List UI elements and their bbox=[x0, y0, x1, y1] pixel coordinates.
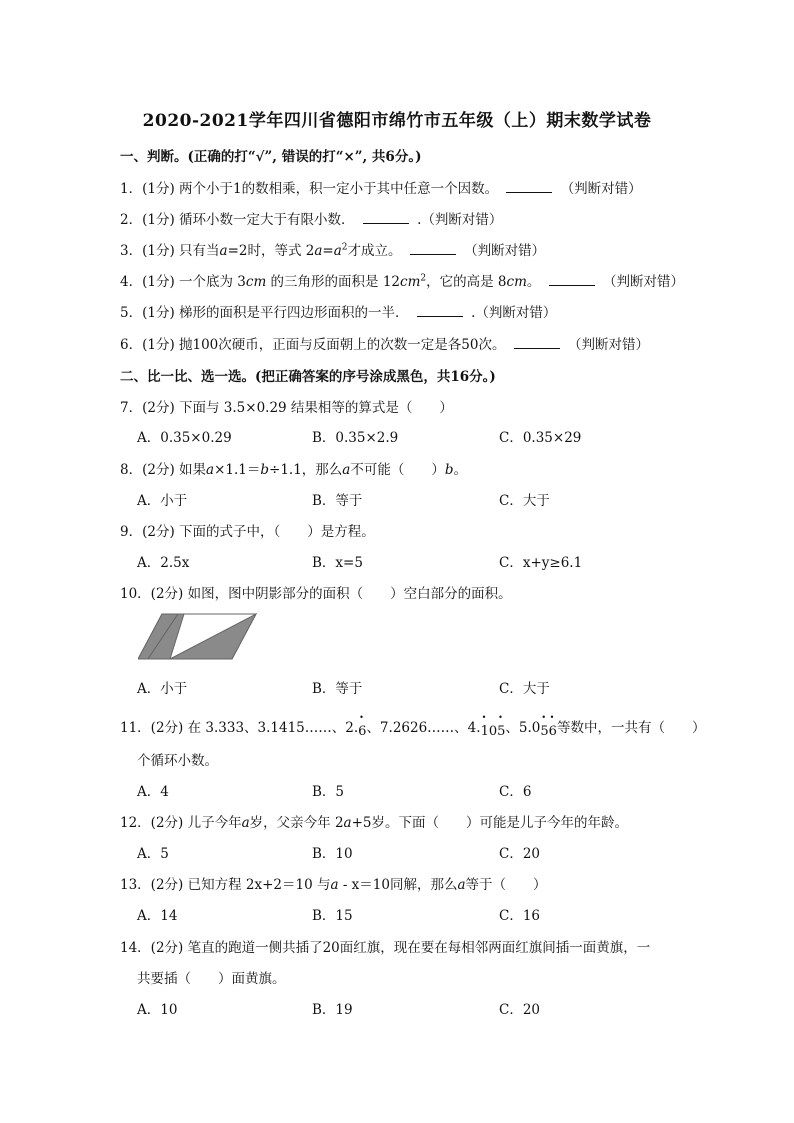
section-1-heading: 一、判断。(正确的打“√”, 错误的打“×”, 共6分。) bbox=[120, 149, 422, 165]
answer-blank[interactable] bbox=[514, 336, 560, 349]
question-9: 9．(2分) 下面的式子中，（ ）是方程。 bbox=[120, 524, 375, 540]
question-13: 13．(2分) 已知方程 2x+2＝10 与a - x＝10同解，那么a等于（ ） bbox=[120, 877, 547, 893]
option-a[interactable]: A．小于 bbox=[137, 493, 188, 509]
option-c[interactable]: C．20 bbox=[499, 1002, 541, 1018]
question-7: 7．(2分) 下面与 3.5×0.29 结果相等的算式是（ ） bbox=[120, 400, 453, 416]
question-1: 1．(1分) 两个小于1的数相乘，积一定小于其中任意一个因数。 （判断对错） bbox=[120, 181, 642, 197]
option-c[interactable]: C．16 bbox=[499, 908, 541, 924]
question-4: 4．(1分) 一个底为 3cm 的三角形的面积是 $12cm^2$，它的高是 8cm。 （判断对错） bbox=[120, 273, 684, 290]
option-a[interactable]: A．10 bbox=[137, 1002, 178, 1018]
option-b[interactable]: B．等于 bbox=[312, 681, 363, 697]
question-2: 2．(1分) 循环小数一定大于有限小数． .（判断对错） bbox=[120, 212, 503, 228]
option-b[interactable]: B．19 bbox=[312, 1002, 353, 1018]
option-c[interactable]: C．x+y≥6.1 bbox=[499, 555, 583, 571]
option-c[interactable]: C．大于 bbox=[499, 493, 550, 509]
option-a[interactable]: A．4 bbox=[137, 784, 169, 800]
question-5: 5．(1分) 梯形的面积是平行四边形面积的一半． .（判断对错） bbox=[120, 305, 557, 321]
page-title: 2020-2021学年四川省德阳市绵竹市五年级（上）期末数学试卷 bbox=[142, 111, 652, 131]
option-c[interactable]: C．0.35×29 bbox=[499, 430, 582, 446]
answer-blank[interactable] bbox=[410, 242, 456, 255]
option-a[interactable]: A．5 bbox=[137, 846, 169, 862]
option-a[interactable]: A．14 bbox=[137, 908, 178, 924]
option-c[interactable]: C．大于 bbox=[499, 681, 550, 697]
question-14: 14．(2分) 笔直的跑道一侧共插了20面红旗，现在要在每相邻两面红旗间插一面黄旗，一 bbox=[120, 940, 651, 956]
option-c[interactable]: C．6 bbox=[499, 784, 532, 800]
answer-blank[interactable] bbox=[506, 180, 552, 193]
answer-blank[interactable] bbox=[363, 211, 409, 224]
option-c[interactable]: C．20 bbox=[499, 846, 541, 862]
question-6: 6．(1分) 抛100次硬币，正面与反面朝上的次数一定是各50次。 （判断对错） bbox=[120, 337, 650, 353]
question-14-cont: 共要插（ ）面黄旗。 bbox=[137, 971, 286, 987]
question-11-cont: 个循环小数。 bbox=[137, 753, 218, 769]
option-b[interactable]: B．15 bbox=[312, 908, 353, 924]
answer-blank[interactable] bbox=[549, 273, 595, 286]
question-10: 10．(2分) 如图，图中阴影部分的面积（ ）空白部分的面积。 bbox=[120, 586, 512, 602]
question-3: 3．(1分) 只有当a=2时，等式 $2a=a^2$才成立。 （判断对错） bbox=[120, 242, 546, 259]
option-a[interactable]: A．小于 bbox=[137, 681, 188, 697]
option-b[interactable]: B．x=5 bbox=[312, 555, 363, 571]
option-b[interactable]: B．5 bbox=[312, 784, 345, 800]
question-11: 11．(2分) 在 3.333、3.1415……、2.• 6、7.2626……、4.• 10• 5、5.0• 5• 6等数中，一共有（ ） bbox=[120, 716, 705, 739]
option-a[interactable]: A．2.5x bbox=[137, 555, 190, 571]
question-8: 8．(2分) 如果a×1.1＝b÷1.1，那么a不可能（ ）b。 bbox=[120, 462, 468, 478]
option-b[interactable]: B．等于 bbox=[312, 493, 363, 509]
option-b[interactable]: B．10 bbox=[312, 846, 353, 862]
section-2-heading: 二、比一比、选一选。(把正确答案的序号涂成黑色，共16分。) bbox=[120, 369, 496, 385]
answer-blank[interactable] bbox=[417, 304, 463, 317]
option-b[interactable]: B．0.35×2.9 bbox=[312, 430, 399, 446]
option-a[interactable]: A．0.35×0.29 bbox=[137, 430, 232, 446]
parallelogram-figure bbox=[138, 612, 258, 662]
question-12: 12．(2分) 儿子今年a岁，父亲今年 2a+5岁。下面（ ）可能是儿子今年的年龄。 bbox=[120, 815, 629, 831]
